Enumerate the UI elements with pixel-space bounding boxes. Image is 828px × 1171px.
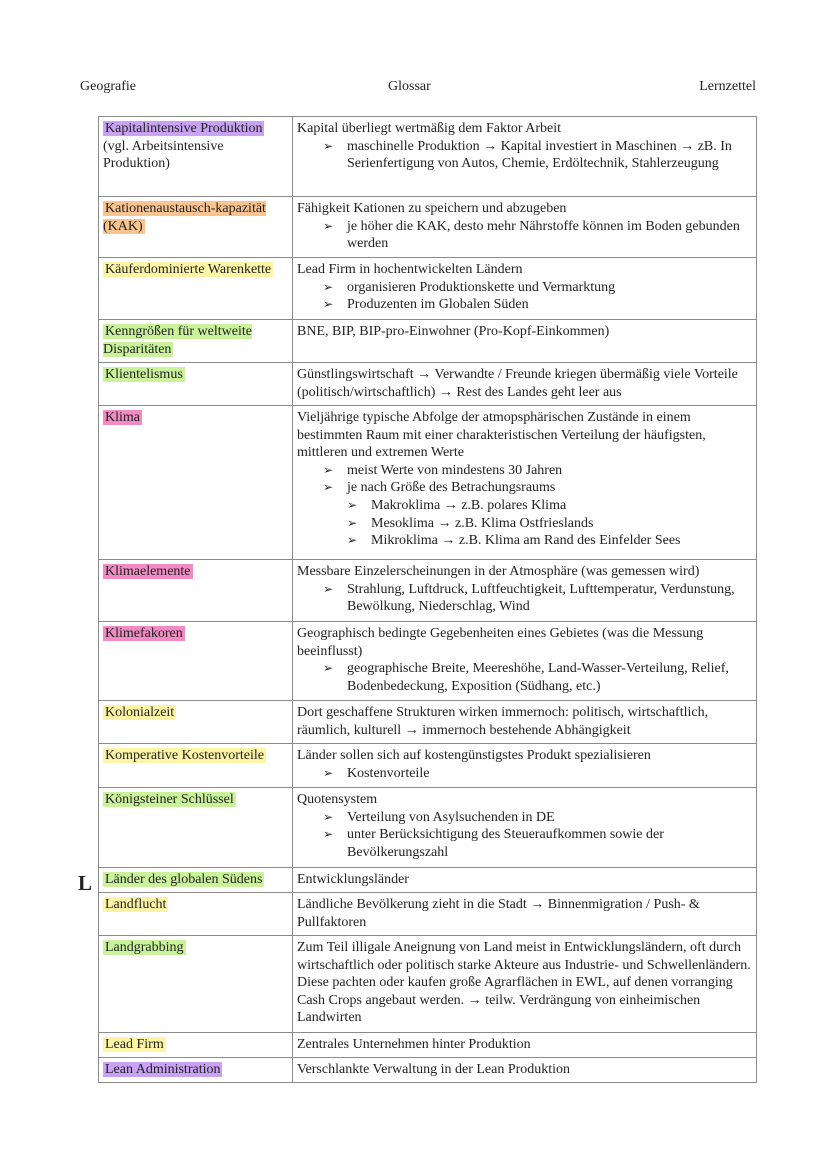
term-label: Klientelismus (105, 367, 183, 382)
definition-cell (293, 1058, 757, 1083)
definition-text: Lead Firm in hochentwickelten Ländern (297, 262, 523, 277)
term-cell (99, 744, 293, 788)
glossary-row (99, 320, 757, 363)
term-label: Komperative Kostenvorteile (105, 748, 265, 763)
bullet-item: ➢ Strahlung, Luftdruck, Luftfeuchtigkeit, Lufttemperatur, Verdunstung, Bewölkung, Niederschlag, Wind (323, 581, 752, 616)
definition-cell (293, 258, 757, 320)
glossary-row (99, 868, 757, 893)
bullet-item: ➢ organisieren Produktionskette und Vermarktung (323, 279, 752, 297)
sub-bullet-item: ➢ Mesoklima → z.B. Klima Ostfrieslands (347, 515, 752, 533)
glossary-table (98, 116, 757, 1083)
definition-cell (293, 868, 757, 893)
definition-text: Fähigkeit Kationen zu speichern und abzugeben (297, 201, 567, 216)
term-label: Königsteiner Schlüssel (105, 792, 234, 807)
bullet-item: ➢ Kostenvorteile (323, 765, 752, 783)
definition-text: Ländliche Bevölkerung zieht in die Stadt → Binnenmigration / Push- & Pullfaktoren (297, 897, 700, 930)
bullet-item: ➢ maschinelle Produktion → Kapital investiert in Maschinen → zB. In Serienfertigung von Autos, Chemie, Erdöltechnik, Stahlerzeugung (323, 138, 752, 173)
term-label: Kolonialzeit (105, 705, 175, 720)
page-header (80, 79, 756, 99)
term-label: Klima (105, 410, 140, 425)
term-note: (vgl. Arbeitsintensive Produktion) (103, 138, 224, 172)
definition-text: Länder sollen sich auf kostengünstigstes Produkt spezialisieren (297, 748, 651, 763)
definition-text: Entwicklungsländer (297, 872, 409, 887)
definition-cell (293, 893, 757, 936)
definition-cell (293, 406, 757, 560)
glossary-row (99, 1058, 757, 1083)
term-label: Lean Administration (105, 1062, 221, 1077)
term-label: Kapitalintensive Produktion (105, 121, 263, 136)
term-cell (99, 117, 293, 197)
glossary-row (99, 622, 757, 701)
term-cell (99, 406, 293, 560)
term-cell (99, 893, 293, 936)
definition-text: Kapital überliegt wertmäßig dem Faktor Arbeit (297, 121, 561, 136)
term-label: Lead Firm (105, 1037, 164, 1052)
definition-text: Vieljährige typische Abfolge der atmopsphärischen Zustände in einem bestimmten Raum mit einer charakteristischen Verteilung der häufigsten, mittleren und extremen Werte (297, 410, 706, 461)
glossary-row (99, 788, 757, 868)
term-cell (99, 320, 293, 363)
term-cell (99, 560, 293, 622)
definition-text: BNE, BIP, BIP-pro-Einwohner (Pro-Kopf-Einkommen) (297, 324, 610, 339)
glossary-row (99, 560, 757, 622)
term-label: Landflucht (105, 897, 167, 912)
term-label: Landgrabbing (105, 940, 184, 955)
note-type-label: Lernzettel (699, 79, 756, 94)
definition-text: Messbare Einzelerscheinungen in der Atmosphäre (was gemessen wird) (297, 564, 700, 579)
term-cell (99, 936, 293, 1033)
glossary-row (99, 363, 757, 406)
term-cell (99, 258, 293, 320)
definition-cell (293, 936, 757, 1033)
definition-text: Verschlankte Verwaltung in der Lean Produktion (297, 1062, 571, 1077)
glossary-row (99, 258, 757, 320)
bullet-item: ➢ Verteilung von Asylsuchenden in DE (323, 809, 752, 827)
term-cell (99, 868, 293, 893)
document-type-label: Glossar (388, 79, 431, 94)
sub-bullet-item: ➢ Mikroklima → z.B. Klima am Rand des Einfelder Sees (347, 532, 752, 550)
definition-text: Dort geschaffene Strukturen wirken immernoch: politisch, wirtschaftlich, räumlich, kulturell → immernoch bestehende Abhängigkeit (297, 705, 709, 738)
glossary-row (99, 936, 757, 1033)
definition-cell (293, 117, 757, 197)
term-cell (99, 788, 293, 868)
glossary-row (99, 117, 757, 197)
term-label: Kationenaustausch-kapazität (KAK) (103, 201, 266, 234)
term-cell (99, 1033, 293, 1058)
definition-text: Zentrales Unternehmen hinter Produktion (297, 1037, 531, 1052)
term-cell (99, 622, 293, 701)
definition-cell (293, 363, 757, 406)
term-cell (99, 197, 293, 258)
definition-cell (293, 622, 757, 701)
bullet-text: je nach Größe des Betrachungsraums (347, 480, 556, 496)
term-cell (99, 701, 293, 744)
section-letter-l: L (78, 871, 93, 895)
term-cell (99, 1058, 293, 1083)
glossary-row (99, 406, 757, 560)
glossary-row (99, 701, 757, 744)
definition-cell (293, 1033, 757, 1058)
bullet-item: ➢ meist Werte von mindestens 30 Jahren (323, 462, 752, 480)
glossary-row (99, 744, 757, 788)
term-label: Käuferdominierte Warenkette (105, 262, 272, 277)
glossary-row (99, 1033, 757, 1058)
definition-text: Günstlingswirtschaft → Verwandte / Freunde kriegen übermäßig viele Vorteile (politisch/wirtschaftlich) → Rest des Landes geht leer aus (297, 367, 738, 400)
definition-text: Zum Teil illigale Aneignung von Land meist in Entwicklungsländern, oft durch wirtschaftlich oder politisch starke Akteure aus Industrie- und Schwellenländern. Diese pachten oder kaufen große Agrarflächen in EWL, auf denen vorranging Cash Crops angebaut werden. → teilw. Verdrängung von einheimischen Landwirten (297, 940, 751, 1026)
subject-label: Geografie (80, 79, 136, 94)
term-cell (99, 363, 293, 406)
glossary-row (99, 197, 757, 258)
definition-cell (293, 744, 757, 788)
bullet-item: ➢ unter Berücksichtigung des Steueraufkommen sowie der Bevölkerungszahl (323, 826, 752, 861)
bullet-item: ➢ Produzenten im Globalen Süden (323, 296, 752, 314)
definition-cell (293, 788, 757, 868)
definition-cell (293, 320, 757, 363)
bullet-item: ➢ geographische Breite, Meereshöhe, Land-Wasser-Verteilung, Relief, Bodenbedeckung, Exposition (Südhang, etc.) (323, 660, 752, 695)
term-label: Klimefakoren (105, 626, 183, 641)
definition-cell (293, 197, 757, 258)
term-label: Klimaelemente (105, 564, 191, 579)
sub-bullet-item: ➢ Makroklima → z.B. polares Klima (347, 497, 752, 515)
bullet-item: ➢ je höher die KAK, desto mehr Nährstoffe können im Boden gebunden werden (323, 218, 752, 253)
bullet-item (323, 479, 752, 549)
definition-text: Quotensystem (297, 792, 378, 807)
term-label: Kenngrößen für weltweite Disparitäten (103, 324, 252, 357)
term-label: Länder des globalen Südens (105, 872, 263, 887)
glossary-row (99, 893, 757, 936)
definition-cell (293, 701, 757, 744)
definition-cell (293, 560, 757, 622)
definition-text: Geographisch bedingte Gegebenheiten eines Gebietes (was die Messung beeinflusst) (297, 626, 704, 659)
